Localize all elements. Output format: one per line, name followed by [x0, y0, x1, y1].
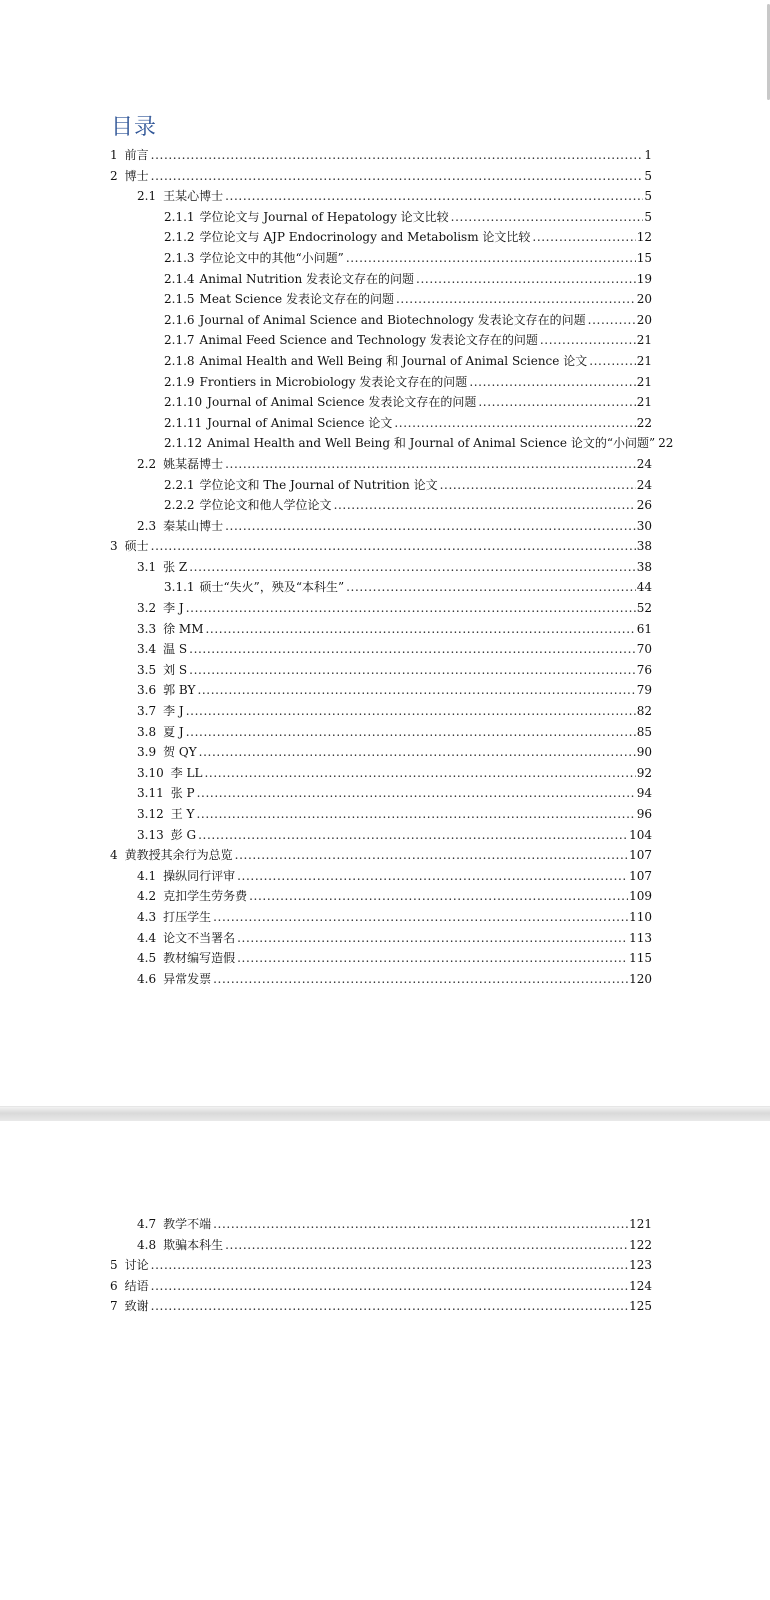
- toc-entry-title: 异常发票: [163, 971, 212, 986]
- toc-entry-number: 3.3: [137, 621, 157, 636]
- toc-entry-title: 克扣学生劳务费: [163, 889, 248, 904]
- toc-entry-number: 4.4: [137, 930, 157, 945]
- toc-entry[interactable]: [164, 269, 652, 290]
- toc-entry[interactable]: [164, 413, 652, 434]
- toc-leader-dots: [151, 536, 636, 557]
- toc-entry[interactable]: [110, 145, 652, 166]
- toc-leader-dots: [396, 289, 636, 310]
- toc-entry[interactable]: [164, 495, 652, 516]
- toc-entry-number: 3.8: [137, 724, 157, 739]
- toc-entry[interactable]: [110, 166, 652, 187]
- toc-list-page-1: [0, 145, 770, 989]
- toc-leader-dots: [478, 392, 635, 413]
- toc-leader-dots: [213, 969, 628, 990]
- toc-entry-page-number: 24: [636, 456, 652, 471]
- toc-leader-dots: [237, 948, 628, 969]
- toc-entry-page-number: 5: [644, 209, 652, 224]
- toc-leader-dots: [198, 825, 628, 846]
- toc-leader-dots: [204, 763, 635, 784]
- toc-entry-title: 教学不端: [163, 1217, 212, 1231]
- toc-entry[interactable]: [137, 454, 652, 475]
- toc-entry-page-number: 96: [636, 807, 652, 821]
- toc-entry-page-number: 44: [636, 580, 652, 595]
- toc-entry[interactable]: [164, 248, 652, 269]
- toc-leader-dots: [451, 207, 644, 228]
- toc-leader-dots: [225, 186, 643, 207]
- toc-entry-title: 徐 MM: [163, 621, 204, 636]
- toc-entry-page-number: 21: [636, 353, 652, 368]
- toc-entry[interactable]: [137, 948, 652, 969]
- toc-entry-number: 2.1.11: [164, 415, 203, 430]
- toc-leader-dots: [151, 1276, 628, 1297]
- toc-entry[interactable]: [137, 680, 652, 701]
- toc-entry[interactable]: [137, 763, 652, 784]
- toc-entry-title: 秦某山博士: [163, 518, 224, 533]
- toc-leader-dots: [346, 577, 636, 598]
- toc-entry-number: 3.7: [137, 704, 157, 719]
- toc-entry[interactable]: [137, 969, 652, 990]
- toc-entry-page-number: 22: [636, 415, 652, 430]
- toc-entry-number: 4.6: [137, 971, 157, 986]
- toc-entry-page-number: 94: [636, 786, 652, 801]
- toc-entry-title: 张 Z: [163, 559, 188, 574]
- toc-entry-title: 打压学生: [163, 909, 212, 924]
- toc-entry-page-number: 21: [636, 374, 652, 389]
- toc-leader-dots: [151, 1296, 628, 1317]
- toc-entry-number: 3.12: [137, 807, 164, 821]
- toc-entry-page-number: 38: [636, 559, 652, 574]
- toc-entry-title: 姚某磊博士: [163, 456, 224, 471]
- toc-entry-page-number: 5: [644, 189, 652, 204]
- toc-entry[interactable]: [137, 886, 652, 907]
- toc-leader-dots: [196, 804, 635, 825]
- toc-entry-page-number: 20: [636, 292, 652, 307]
- toc-entry-number: 2.1.7: [164, 333, 195, 348]
- toc-entry-title: 王某心博士: [163, 189, 224, 204]
- toc-entry[interactable]: [164, 227, 652, 248]
- toc-entry-title: 夏 J: [163, 724, 184, 739]
- toc-leader-dots: [440, 475, 636, 496]
- toc-entry-page-number: 123: [629, 1258, 652, 1273]
- toc-leader-dots: [186, 701, 636, 722]
- toc-entry-title: 结语: [124, 1278, 149, 1293]
- toc-entry-number: 2.1.9: [164, 374, 195, 389]
- toc-entry-number: 5: [110, 1258, 118, 1273]
- toc-entry-number: 4.5: [137, 951, 157, 966]
- toc-entry-number: 2.1: [137, 189, 157, 204]
- toc-entry-page-number: 113: [629, 930, 652, 945]
- toc-entry[interactable]: [164, 392, 652, 413]
- toc-entry-number: 3.2: [137, 601, 157, 616]
- toc-leader-dots: [197, 783, 636, 804]
- toc-leader-dots: [588, 310, 636, 331]
- toc-entry-page-number: 109: [629, 889, 652, 904]
- toc-entry-title: 讨论: [124, 1258, 149, 1273]
- toc-entry[interactable]: [110, 845, 652, 866]
- toc-entry-title: 李 LL: [170, 765, 203, 780]
- toc-entry-number: 3.10: [137, 765, 164, 780]
- toc-entry-page-number: 21: [636, 333, 652, 348]
- toc-entry-page-number: 115: [629, 951, 652, 966]
- toc-entry-page-number: 120: [629, 971, 652, 986]
- toc-entry[interactable]: [164, 351, 652, 372]
- toc-entry-title: 刘 S: [163, 662, 188, 677]
- toc-entry[interactable]: [137, 660, 652, 681]
- toc-entry-title: 学位论文中的其他“小问题”: [199, 250, 344, 265]
- toc-entry[interactable]: [137, 1214, 652, 1235]
- toc-entry[interactable]: [137, 701, 652, 722]
- toc-entry-page-number: 92: [636, 765, 652, 780]
- toc-entry[interactable]: [164, 475, 652, 496]
- toc-entry[interactable]: [110, 1255, 652, 1276]
- toc-entry-number: 4.7: [137, 1217, 157, 1231]
- toc-entry-number: 7: [110, 1299, 118, 1314]
- toc-leader-dots: [237, 928, 628, 949]
- toc-entry-page-number: 30: [636, 518, 652, 533]
- toc-entry-title: 教材编写造假: [163, 951, 236, 966]
- toc-entry-title: 致谢: [124, 1299, 149, 1314]
- toc-leader-dots: [416, 269, 636, 290]
- toc-entry-number: 2.1.1: [164, 209, 195, 224]
- toc-entry[interactable]: [137, 516, 652, 537]
- toc-entry-title: 操纵同行评审: [163, 868, 236, 883]
- toc-entry[interactable]: [137, 1235, 652, 1256]
- toc-entry[interactable]: [137, 557, 652, 578]
- toc-leader-dots: [394, 413, 635, 434]
- toc-entry-page-number: 22: [658, 436, 674, 451]
- toc-entry-page-number: 20: [636, 312, 652, 327]
- toc-entry-number: 4: [110, 848, 118, 863]
- toc-entry-title: Meat Science 发表论文存在的问题: [199, 292, 394, 307]
- toc-leader-dots: [235, 845, 628, 866]
- toc-entry-number: 2.1.10: [164, 395, 203, 410]
- toc-leader-dots: [469, 372, 635, 393]
- toc-entry-title: 硕士: [124, 539, 149, 554]
- toc-entry[interactable]: [110, 536, 652, 557]
- toc-entry-number: 4.1: [137, 868, 157, 883]
- toc-entry-title: Journal of Animal Science and Biotechnology 发表论文存在的问题: [199, 312, 586, 327]
- toc-entry-page-number: 104: [629, 827, 652, 842]
- toc-entry-title: 温 S: [163, 642, 188, 657]
- toc-entry-page-number: 70: [636, 642, 652, 657]
- toc-entry-page-number: 124: [629, 1278, 652, 1293]
- toc-entry-title: 郭 BY: [163, 683, 196, 698]
- toc-leader-dots: [589, 351, 636, 372]
- toc-entry-number: 2.1.2: [164, 230, 195, 245]
- toc-leader-dots: [205, 619, 635, 640]
- toc-entry-number: 2.2: [137, 456, 157, 471]
- toc-entry-page-number: 61: [636, 621, 652, 636]
- toc-leader-dots: [225, 454, 636, 475]
- toc-entry[interactable]: [110, 1276, 652, 1297]
- toc-entry-number: 3.5: [137, 662, 157, 677]
- toc-entry-title: Journal of Animal Science 发表论文存在的问题: [207, 395, 477, 410]
- toc-entry-number: 2.1.8: [164, 353, 195, 368]
- toc-entry-number: 4.8: [137, 1237, 157, 1252]
- toc-entry-number: 2.1.6: [164, 312, 195, 327]
- toc-leader-dots: [199, 742, 636, 763]
- toc-leader-dots: [540, 330, 636, 351]
- toc-entry-title: 前言: [124, 148, 149, 162]
- toc-entry-number: 2.2.2: [164, 498, 195, 513]
- toc-entry[interactable]: [164, 330, 652, 351]
- toc-entry-number: 2.1.12: [164, 436, 203, 451]
- toc-entry-number: 4.3: [137, 909, 157, 924]
- toc-entry-page-number: 85: [636, 724, 652, 739]
- toc-entry-number: 2.1.3: [164, 250, 195, 265]
- toc-leader-dots: [189, 660, 636, 681]
- toc-leader-dots: [186, 598, 636, 619]
- toc-entry-number: 2: [110, 168, 118, 183]
- toc-leader-dots: [151, 145, 644, 166]
- toc-leader-dots: [334, 495, 636, 516]
- toc-leader-dots: [249, 886, 628, 907]
- toc-entry-page-number: 76: [636, 662, 652, 677]
- toc-leader-dots: [237, 866, 628, 887]
- toc-entry-page-number: 107: [629, 868, 652, 883]
- toc-leader-dots: [346, 248, 636, 269]
- document-page-2: [0, 1121, 770, 1600]
- toc-entry-title: 王 Y: [170, 807, 195, 821]
- toc-list-page-2: [0, 1214, 770, 1317]
- toc-entry-page-number: 21: [636, 395, 652, 410]
- toc-leader-dots: [225, 516, 636, 537]
- toc-entry-page-number: 5: [644, 168, 652, 183]
- toc-entry-title: 李 J: [163, 601, 184, 616]
- toc-entry-title: 贺 QY: [163, 745, 197, 760]
- toc-entry[interactable]: [164, 577, 652, 598]
- toc-entry-number: 3.13: [137, 827, 164, 842]
- toc-entry-number: 2.3: [137, 518, 157, 533]
- toc-leader-dots: [213, 1214, 628, 1235]
- toc-entry-title: 彭 G: [170, 827, 197, 842]
- toc-entry-title: Animal Health and Well Being 和 Journal of Animal Science 论文: [199, 353, 588, 368]
- toc-entry-page-number: 107: [629, 848, 652, 863]
- toc-entry-number: 3.11: [137, 786, 164, 801]
- toc-entry-page-number: 79: [636, 683, 652, 698]
- toc-entry-page-number: 12: [636, 230, 652, 245]
- toc-entry-page-number: 122: [629, 1237, 652, 1252]
- toc-leader-dots: [197, 680, 635, 701]
- toc-entry[interactable]: [137, 619, 652, 640]
- toc-leader-dots: [189, 639, 636, 660]
- toc-entry[interactable]: [137, 742, 652, 763]
- toc-title: 目录: [111, 115, 158, 140]
- toc-leader-dots: [151, 166, 644, 187]
- toc-entry-page-number: 38: [636, 539, 652, 554]
- toc-entry-page-number: 82: [636, 704, 652, 719]
- toc-entry-page-number: 121: [629, 1217, 652, 1231]
- toc-entry[interactable]: [137, 928, 652, 949]
- toc-leader-dots: [213, 907, 628, 928]
- toc-leader-dots: [189, 557, 635, 578]
- toc-entry[interactable]: [164, 207, 652, 228]
- toc-leader-dots: [532, 227, 635, 248]
- toc-entry-title: 硕士“失火”，殃及“本科生”: [199, 580, 345, 595]
- toc-entry-title: 张 P: [170, 786, 195, 801]
- page-break: [0, 1106, 770, 1122]
- toc-entry[interactable]: [137, 639, 652, 660]
- toc-entry[interactable]: [164, 289, 652, 310]
- toc-entry-number: 3: [110, 539, 118, 554]
- toc-entry[interactable]: [137, 907, 652, 928]
- toc-entry-page-number: 26: [636, 498, 652, 513]
- toc-entry[interactable]: [164, 310, 652, 331]
- toc-entry-title: 欺骗本科生: [163, 1237, 224, 1252]
- toc-entry-number: 2.2.1: [164, 477, 195, 492]
- toc-entry-number: 3.4: [137, 642, 157, 657]
- toc-entry-page-number: 19: [636, 271, 652, 286]
- toc-entry[interactable]: [110, 1296, 652, 1317]
- toc-entry[interactable]: [164, 372, 652, 393]
- toc-entry-title: Animal Feed Science and Technology 发表论文存在的问题: [199, 333, 538, 348]
- toc-entry-title: 黄教授其余行为总览: [124, 848, 233, 863]
- toc-entry-title: 学位论文和 The Journal of Nutrition 论文: [199, 477, 438, 492]
- toc-entry-title: 李 J: [163, 704, 184, 719]
- toc-entry-number: 3.6: [137, 683, 157, 698]
- toc-entry-number: 3.1.1: [164, 580, 195, 595]
- toc-entry-number: 3.9: [137, 745, 157, 760]
- toc-leader-dots: [186, 722, 636, 743]
- toc-entry-title: 学位论文和他人学位论文: [199, 498, 332, 513]
- toc-entry-title: 论文不当署名: [163, 930, 236, 945]
- toc-entry[interactable]: [137, 804, 652, 825]
- toc-entry-number: 2.1.4: [164, 271, 195, 286]
- toc-entry-title: Journal of Animal Science 论文: [207, 415, 393, 430]
- toc-entry-page-number: 110: [629, 909, 652, 924]
- toc-entry-title: 学位论文与 Journal of Hepatology 论文比较: [199, 209, 449, 224]
- toc-entry-page-number: 90: [636, 745, 652, 760]
- toc-entry[interactable]: [137, 783, 652, 804]
- toc-entry-number: 2.1.5: [164, 292, 195, 307]
- toc-leader-dots: [151, 1255, 628, 1276]
- toc-entry-title: Frontiers in Microbiology 发表论文存在的问题: [199, 374, 468, 389]
- toc-entry-page-number: 24: [636, 477, 652, 492]
- toc-entry-number: 1: [110, 148, 118, 162]
- toc-entry-title: 学位论文与 AJP Endocrinology and Metabolism 论文比较: [199, 230, 531, 245]
- toc-entry[interactable]: [137, 722, 652, 743]
- toc-entry-page-number: 125: [629, 1299, 652, 1314]
- toc-entry-title: Animal Health and Well Being 和 Journal of Animal Science 论文的“小问题”: [207, 436, 656, 451]
- toc-entry-title: Animal Nutrition 发表论文存在的问题: [199, 271, 415, 286]
- toc-entry[interactable]: [164, 433, 674, 454]
- toc-entry-page-number: 15: [636, 250, 652, 265]
- toc-entry[interactable]: [137, 825, 652, 846]
- toc-entry[interactable]: [137, 598, 652, 619]
- toc-entry-page-number: 1: [644, 148, 652, 162]
- toc-entry-title: 博士: [124, 168, 149, 183]
- toc-entry-number: 6: [110, 1278, 118, 1293]
- toc-entry-number: 4.2: [137, 889, 157, 904]
- toc-entry[interactable]: [137, 866, 652, 887]
- toc-entry-number: 3.1: [137, 559, 157, 574]
- toc-entry[interactable]: [137, 186, 652, 207]
- toc-entry-page-number: 52: [636, 601, 652, 616]
- toc-leader-dots: [225, 1235, 628, 1256]
